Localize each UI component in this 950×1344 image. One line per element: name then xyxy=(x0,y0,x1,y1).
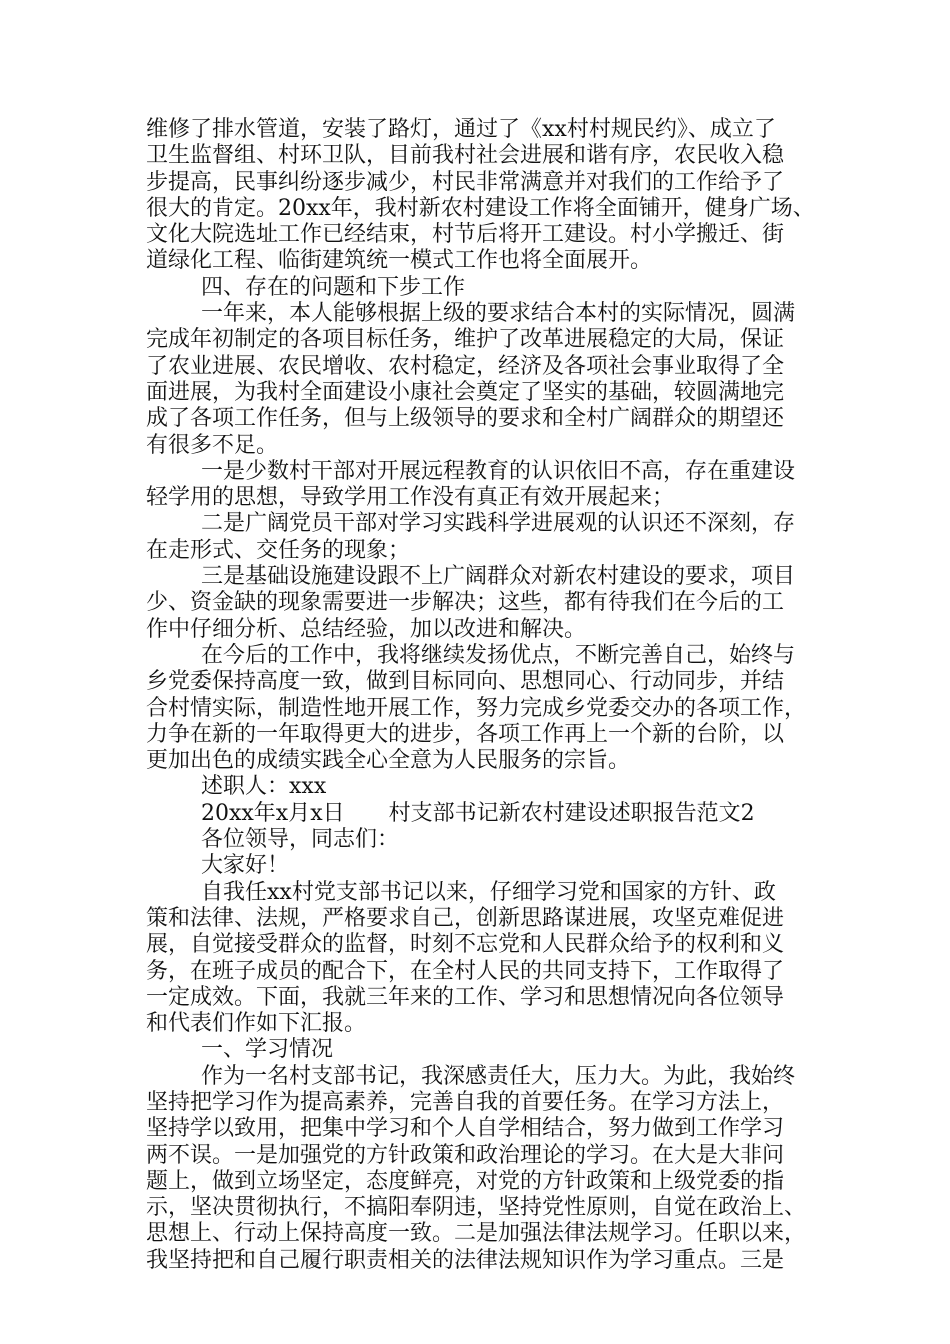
text-line: 有很多不足。 xyxy=(146,432,279,458)
text-line: 合村情实际，制造性地开展工作，努力完成乡党委交办的各项工作， xyxy=(146,695,807,721)
text-line: 思想上、行动上保持高度一致。二是加强法律法规学习。任职以来， xyxy=(146,1221,807,1247)
text-line: 大家好！ xyxy=(201,853,290,879)
text-line: 轻学用的思想，导致学用工作没有真正有效开展起来； xyxy=(146,485,675,511)
text-line: 卫生监督组、村环卫队，目前我村社会进展和谐有序，农民收入稳 xyxy=(146,143,785,169)
text-line: 述职人：xxx xyxy=(201,774,327,800)
text-line: 更加出色的成绩实践全心全意为人民服务的宗旨。 xyxy=(146,748,631,774)
text-line: 示，坚决贯彻执行，不搞阳奉阴违，坚持党性原则，自觉在政治上、 xyxy=(146,1195,807,1221)
text-line: 四、存在的问题和下步工作 xyxy=(201,274,466,300)
text-line: 各位领导，同志们： xyxy=(201,827,400,853)
text-line: 作为一名村支部书记，我深感责任大，压力大。为此，我始终 xyxy=(201,1063,796,1089)
text-line: 很大的肯定。20xx年，我村新农村建设工作将全面铺开，健身广场、 xyxy=(146,195,815,221)
text-line: 题上，做到立场坚定，态度鲜亮，对党的方针政策和上级党委的指 xyxy=(146,1168,785,1194)
text-line: 作中仔细分析、总结经验，加以改进和解决。 xyxy=(146,616,587,642)
text-line: 完成年初制定的各项目标任务，维护了改革进展稳定的大局，保证 xyxy=(146,327,785,353)
text-line: 文化大院选址工作已经结束，村节后将开工建设。村小学搬迁、街 xyxy=(146,222,785,248)
text-line: 务，在班子成员的配合下，在全村人民的共同支持下，工作取得了 xyxy=(146,958,785,984)
text-line: 一是少数村干部对开展远程教育的认识依旧不高，存在重建设 xyxy=(201,458,796,484)
text-line: 少、资金缺的现象需要进一步解决；这些，都有待我们在今后的工 xyxy=(146,590,785,616)
document-body xyxy=(146,117,836,1274)
text-line: 策和法律、法规，严格要求自己，创新思路谋进展，攻坚克难促进 xyxy=(146,905,785,931)
text-line: 一年来，本人能够根据上级的要求结合本村的实际情况，圆满 xyxy=(201,301,796,327)
text-line: 乡党委保持高度一致，做到目标同向、思想同心、行动同步，并结 xyxy=(146,669,785,695)
text-line: 一、学习情况 xyxy=(201,1037,334,1063)
text-line: 成了各项工作任务，但与上级领导的要求和全村广阔群众的期望还 xyxy=(146,406,785,432)
text-line: 在今后的工作中，我将继续发扬优点，不断完善自己，始终与 xyxy=(201,642,796,668)
text-line: 道绿化工程、临街建筑统一模式工作也将全面展开。 xyxy=(146,248,653,274)
text-line: 维修了排水管道，安装了路灯，通过了《xx村村规民约》、成立了 xyxy=(146,117,776,142)
text-line: 自我任xx村党支部书记以来，仔细学习党和国家的方针、政 xyxy=(201,879,776,905)
text-line: 三是基础设施建设跟不上广阔群众对新农村建设的要求，项目 xyxy=(201,564,796,590)
text-line: 在走形式、交任务的现象； xyxy=(146,537,411,563)
text-line: 我坚持把和自己履行职责相关的法律法规知识作为学习重点。三是 xyxy=(146,1247,785,1273)
text-line: 了农业进展、农民增收、农村稳定，经济及各项社会事业取得了全 xyxy=(146,353,785,379)
text-line: 坚持把学习作为提高素养，完善自我的首要任务。在学习方法上， xyxy=(146,1089,785,1115)
text-line: 二是广阔党员干部对学习实践科学进展观的认识还不深刻，存 xyxy=(201,511,796,537)
text-line: 20xx年x月x日 村支部书记新农村建设述职报告范文2 xyxy=(201,800,755,826)
text-line: 两不误。一是加强党的方针政策和政治理论的学习。在大是大非问 xyxy=(146,1142,785,1168)
text-line: 一定成效。下面，我就三年来的工作、学习和思想情况向各位领导 xyxy=(146,984,785,1010)
text-line: 和代表们作如下汇报。 xyxy=(146,1011,367,1037)
text-line: 步提高，民事纠纷逐步减少，村民非常满意并对我们的工作给予了 xyxy=(146,169,785,195)
text-line: 坚持学以致用，把集中学习和个人自学相结合，努力做到工作学习 xyxy=(146,1116,785,1142)
text-line: 力争在新的一年取得更大的进步，各项工作再上一个新的台阶，以 xyxy=(146,721,785,747)
text-line: 面进展，为我村全面建设小康社会奠定了坚实的基础，较圆满地完 xyxy=(146,379,785,405)
text-line: 展，自觉接受群众的监督，时刻不忘党和人民群众给予的权利和义 xyxy=(146,932,785,958)
